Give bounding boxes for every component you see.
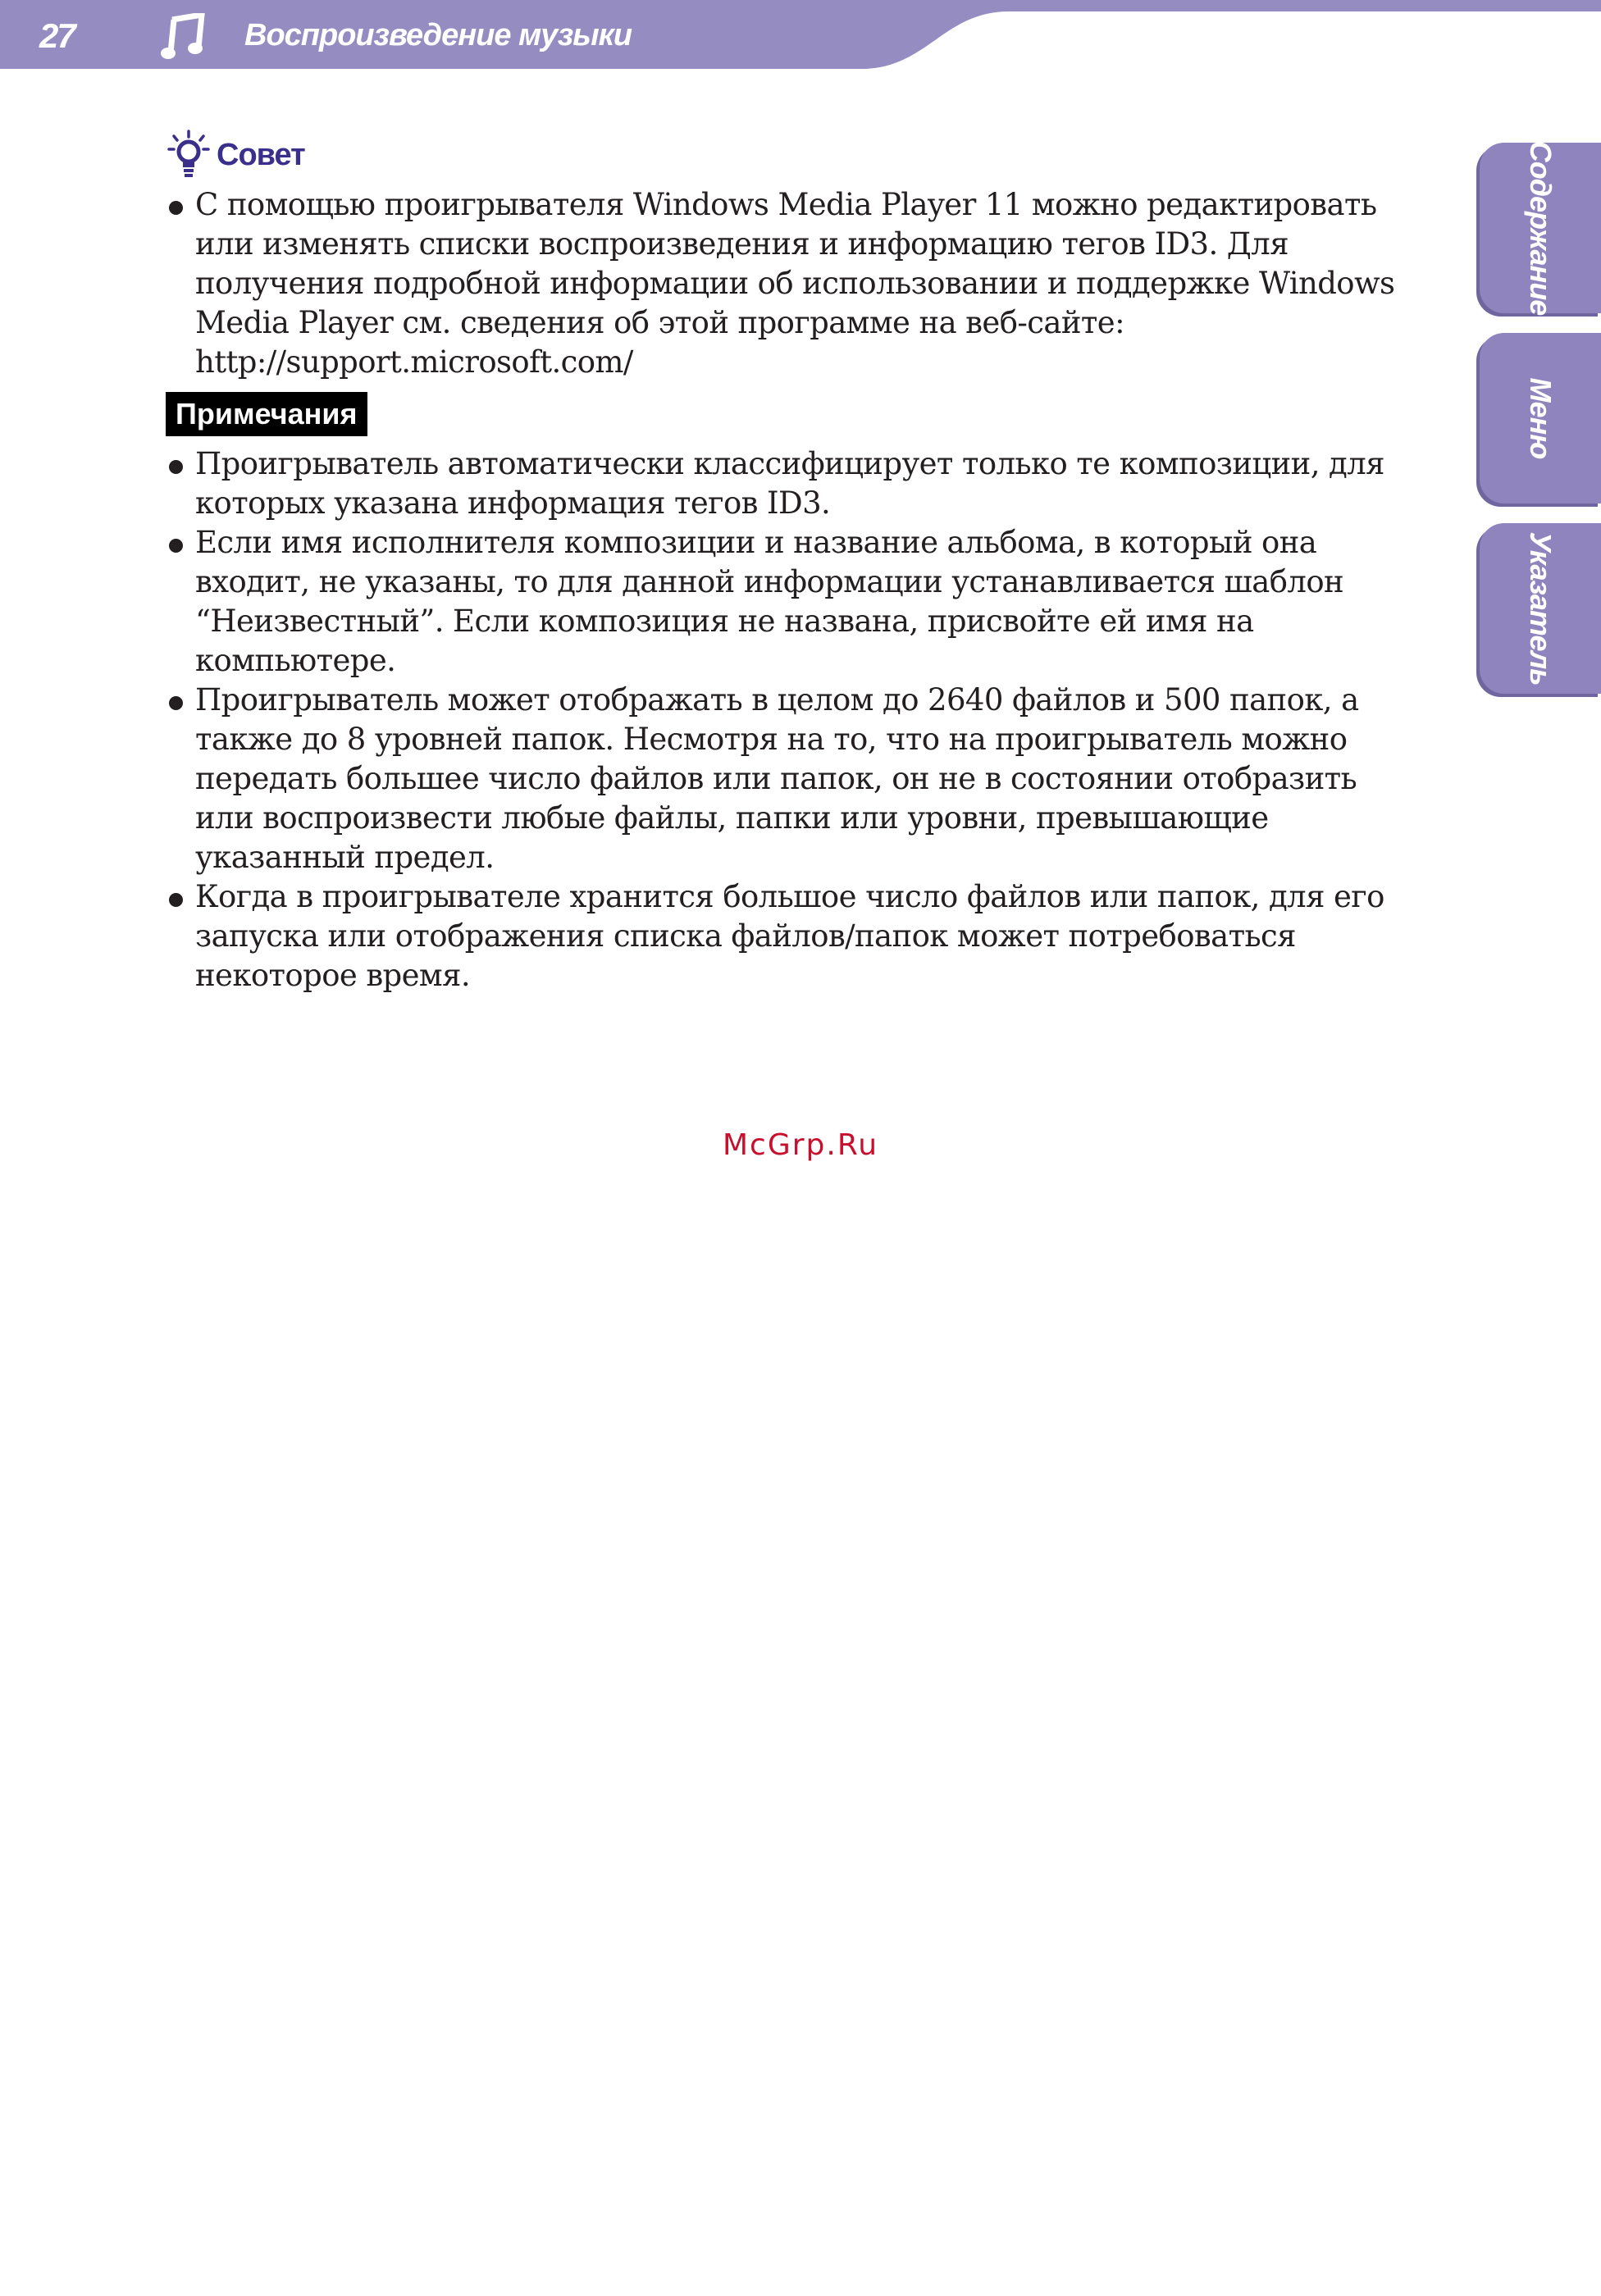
list-item: Проигрыватель автоматически классифицирует только те композиции, для которых указана информация тегов ID3. <box>167 444 1414 523</box>
list-item: Когда в проигрывателе хранится большое число файлов или папок, для его запуска или отображения списка файлов/папок может потребоваться некоторое время. <box>167 877 1414 995</box>
tip-label: Совет <box>217 138 305 172</box>
tab-menu[interactable] <box>1480 333 1601 503</box>
page-header <box>0 0 1601 71</box>
tab-contents-label: Содержание <box>1524 140 1558 316</box>
tab-index-label: Указатель <box>1524 531 1558 686</box>
header-band <box>0 0 1601 71</box>
notes-list <box>167 444 1414 995</box>
watermark: McGrp.Ru <box>722 1128 879 1162</box>
list-item: Проигрыватель может отображать в целом до 2640 файлов и 500 папок, а также до 8 уровней папок. Несмотря на то, что на проигрыватель можно передать большее число файлов или папок, он не в состоянии отобразить или воспроизвести любые файлы, папки или уровни, превышающие указанный предел. <box>167 681 1414 877</box>
notes-heading: Примечания <box>166 392 367 436</box>
tab-index[interactable] <box>1480 523 1601 694</box>
list-item: С помощью проигрывателя Windows Media Player 11 можно редактировать или изменять списки воспроизведения и информацию тегов ID3. Для получения подробной информации об использовании и поддержке Windows Media Player см. сведения об этой программе на веб-сайте: http://support.microsoft.com/ <box>167 185 1414 382</box>
list-item: Если имя исполнителя композиции и название альбома, в который она входит, не указаны, то для данной информации устанавливается шаблон “Неизвестный”. Если композиция не названа, присвойте ей имя на компьютере. <box>167 523 1414 681</box>
page-number: 27 <box>39 16 75 55</box>
section-title: Воспроизведение музыки <box>244 18 632 52</box>
tab-menu-label: Меню <box>1524 377 1558 459</box>
tip-list <box>167 185 1414 382</box>
tab-contents[interactable] <box>1480 140 1601 316</box>
